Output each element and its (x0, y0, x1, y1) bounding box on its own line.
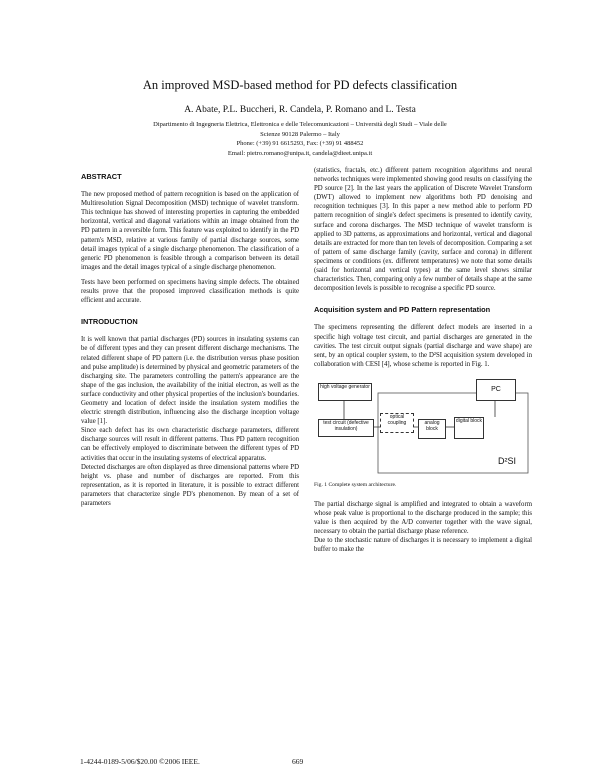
acquisition-heading: Acquisition system and PD Pattern representation (314, 305, 491, 315)
d2si-label: D²SI (498, 455, 516, 466)
acquisition-paragraph: The specimens representing the different defect models are inserted in a specific high voltage test circuit, and partial discharges are generated in the cavities. The test circuit output signals (partial discharge and wave shape) are sent, by an optical coupler system, to the D²SI acquisition system developed in collaboration with CESI [4], whose scheme is reported in Fig. 1. (314, 324, 532, 368)
author-list: A. Abate, P.L. Buccheri, R. Candela, P. Romano and L. Testa (184, 105, 416, 115)
abstract-heading: ABSTRACT (81, 172, 122, 181)
contact-phone: Phone: (+39) 91 6615293, Fax: (+39) 91 488452 (236, 140, 364, 147)
affiliation-block (140, 120, 460, 158)
intro-paragraph: Since each defect has its own characteristic discharge parameters, different discharge sources will result in different patterns. Thus PD pattern recognition can be effectively employed to discriminate between the different types of PD activities that occur in the insulating systems of electrical apparatus. (81, 427, 299, 462)
intro-continued-paragraph: (statistics, fractals, etc.) different pattern recognition algorithms and neural networks techniques were implemented showing good results on classifying the PD source [2]. In the last years the application of Discrete Wavelet Transform (DWT) allowed to implement new algorithms both PD denoising and recognition techniques [3]. In this paper a new method able to perform PD pattern recognition of single's defect specimens is presented to identify cavity, surface and corona discharges. The MSD technique of wavelet transform is applied to 3D patterns, as approximations and horizontal, vertical and diagonal details are extracted for more than ten levels of decomposition. Comparing a set of pattern of same discharge family (cavity, surface and corona) in different specimens or conditions (ex. different temperatures) we note that some details (said for horizontal and vertical types) at the same level shows similar characteristics. Then, comparing only a few number of details shape at the same decomposition levels is possible to recognise a specific PD source. (314, 167, 532, 293)
hv-generator-box: high voltage generator (318, 383, 372, 401)
abstract-paragraph: Tests have been performed on specimens having simple defects. The obtained results prove that the proposed improved classification methods is quite efficient and accurate. (81, 278, 299, 305)
digital-block-box: digital block (454, 417, 484, 439)
test-circuit-box: test circuit (defective insulation) (318, 419, 374, 437)
paper-title: An improved MSD-based method for PD defects classification (142, 78, 458, 92)
system-architecture-figure (314, 375, 530, 477)
affiliation-line: Dipartimento di Ingegneria Elettrica, Elettronica e delle Telecomunicazioni – Università degli Studi – Viale delle (153, 121, 447, 128)
page-number: 669 (292, 757, 304, 766)
intro-paragraph: Detected discharges are often displayed as three dimensional patterns where PD height vs. phase and number of discharges are reported. From this representation, as it is reported in literature, it is possible to extract different parameters that characterize single PD's phenomenon. By mean of a set of parameters (81, 463, 299, 507)
contact-email[interactable]: Email: pietro.romano@unipa.it, candela@dieet.unipa.it (227, 149, 373, 157)
isbn-footer: 1-4244-0189-5/06/$20.00 ©2006 IEEE. (80, 757, 200, 766)
introduction-heading: INTRODUCTION (81, 317, 138, 327)
right-column (314, 166, 532, 555)
affiliation-line: Scienze 90128 Palermo – Italy (260, 130, 340, 138)
intro-paragraph: It is well known that partial discharges (PD) sources in insulating systems can be of different types and they can present different discharge mechanisms. The related different shape of PD pattern (i.e. the distribution versus phase position and pulse amplitude) is determined by physical and geometric parameters of the discharging site. The parameters controlling the pattern's appearance are the shape of the gas inclusion, the availability of the initial electron, as well as the surface conductivity and other physical properties of the inclusion's boundaries. Geometry and location of defect inside the insulation system modifies the electric strength distribution, influencing also the discharge inception voltage value [1]. (81, 336, 299, 426)
pc-box: PC (476, 379, 516, 401)
figure-caption: Fig. 1 Complete system architecture. (314, 481, 397, 488)
left-column (81, 172, 299, 508)
analog-block-box: analog block (418, 419, 446, 439)
signal-paragraph: The partial discharge signal is amplified and integrated to obtain a waveform whose peak value is proportional to the discharge produced in the sample; this value is then acquired by the A/D converter together with the wave signal, necessary to obtain the partial discharge phase reference. (314, 500, 532, 536)
abstract-paragraph: The new proposed method of pattern recognition is based on the application of Multiresolution Signal Decomposition (MSD) technique of wavelet transform. This technique has showed of interesting properties in capturing the embedded horizontal, vertical and diagonal variations within an image obtained from the PD pattern in a reversible form. This feature was exploited to identify in the PD pattern's MSD, relative at various family of partial discharge sources, some detail images typical of a single discharge phenomenon. The classification of a generic PD phenomenon is feasible through a comparison between its detail images and the detail images typical of a single discharge phenomenon. (81, 191, 299, 271)
buffer-paragraph: Due to the stochastic nature of discharges it is necessary to implement a digital buffer to make the (314, 537, 532, 554)
optical-coupling-box: optical coupling (380, 413, 414, 433)
